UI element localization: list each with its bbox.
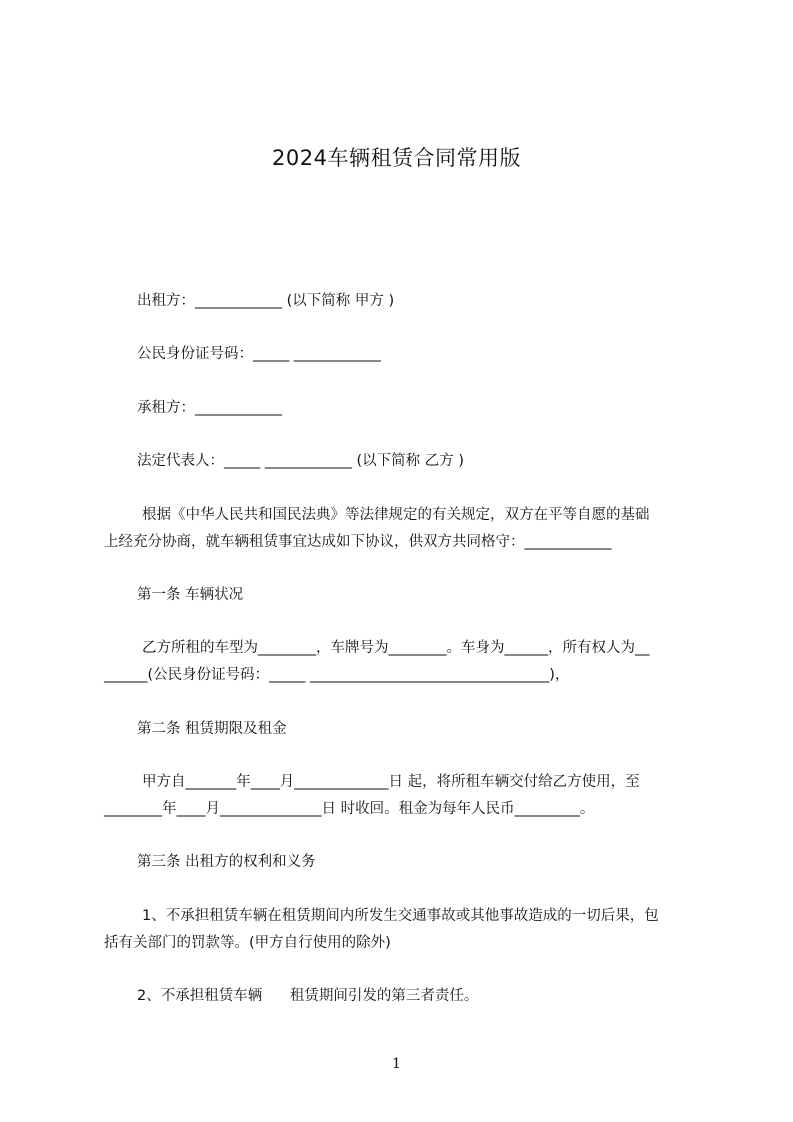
page-number: 1 bbox=[392, 1056, 401, 1072]
lessor-id-line: 公民身份证号码：_____ ____________ bbox=[137, 346, 381, 362]
article-2-line-2: ________年____月______________日 时收回。租金为每年人民币_________。 bbox=[104, 801, 595, 817]
article-3-item-1-line-1: 1、不承担租赁车辆在租赁期间内所发生交通事故或其他事故造成的一切后果，包 bbox=[142, 908, 659, 924]
document-title: 2024车辆租赁合同常用版 bbox=[272, 146, 521, 170]
article-2-line-1: 甲方自_______年____月_____________日 起，将所租车辆交付给乙方使用，至 bbox=[142, 774, 640, 790]
article-3-heading: 第三条 出租方的权利和义务 bbox=[137, 854, 316, 870]
article-1-heading: 第一条 车辆状况 bbox=[137, 587, 244, 603]
article-1-line-1: 乙方所租的车型为________，车牌号为________。车身为______，所有权人为__ bbox=[142, 640, 650, 656]
article-2-heading: 第二条 租赁期限及租金 bbox=[137, 721, 287, 737]
article-3-item-1-line-2: 括有关部门的罚款等。(甲方自行使用的除外) bbox=[104, 935, 391, 951]
preamble-line-1: 根据《中华人民共和国民法典》等法律规定的有关规定，双方在平等自愿的基础 bbox=[142, 507, 650, 523]
legal-rep-line: 法定代表人：_____ ____________ (以下简称 乙方 ) bbox=[137, 453, 464, 469]
article-3-item-2: 2、不承担租赁车辆 租赁期间引发的第三者责任。 bbox=[137, 988, 479, 1004]
lessor-line: 出租方：____________ (以下简称 甲方 ) bbox=[137, 293, 395, 309]
article-1-line-2: ______(公民身份证号码：_____ _________________________________)， bbox=[104, 667, 570, 683]
preamble-line-2: 上经充分协商，就车辆租赁事宜达成如下协议，供双方共同格守：____________ bbox=[104, 534, 612, 550]
lessee-line: 承租方：____________ bbox=[137, 400, 282, 416]
